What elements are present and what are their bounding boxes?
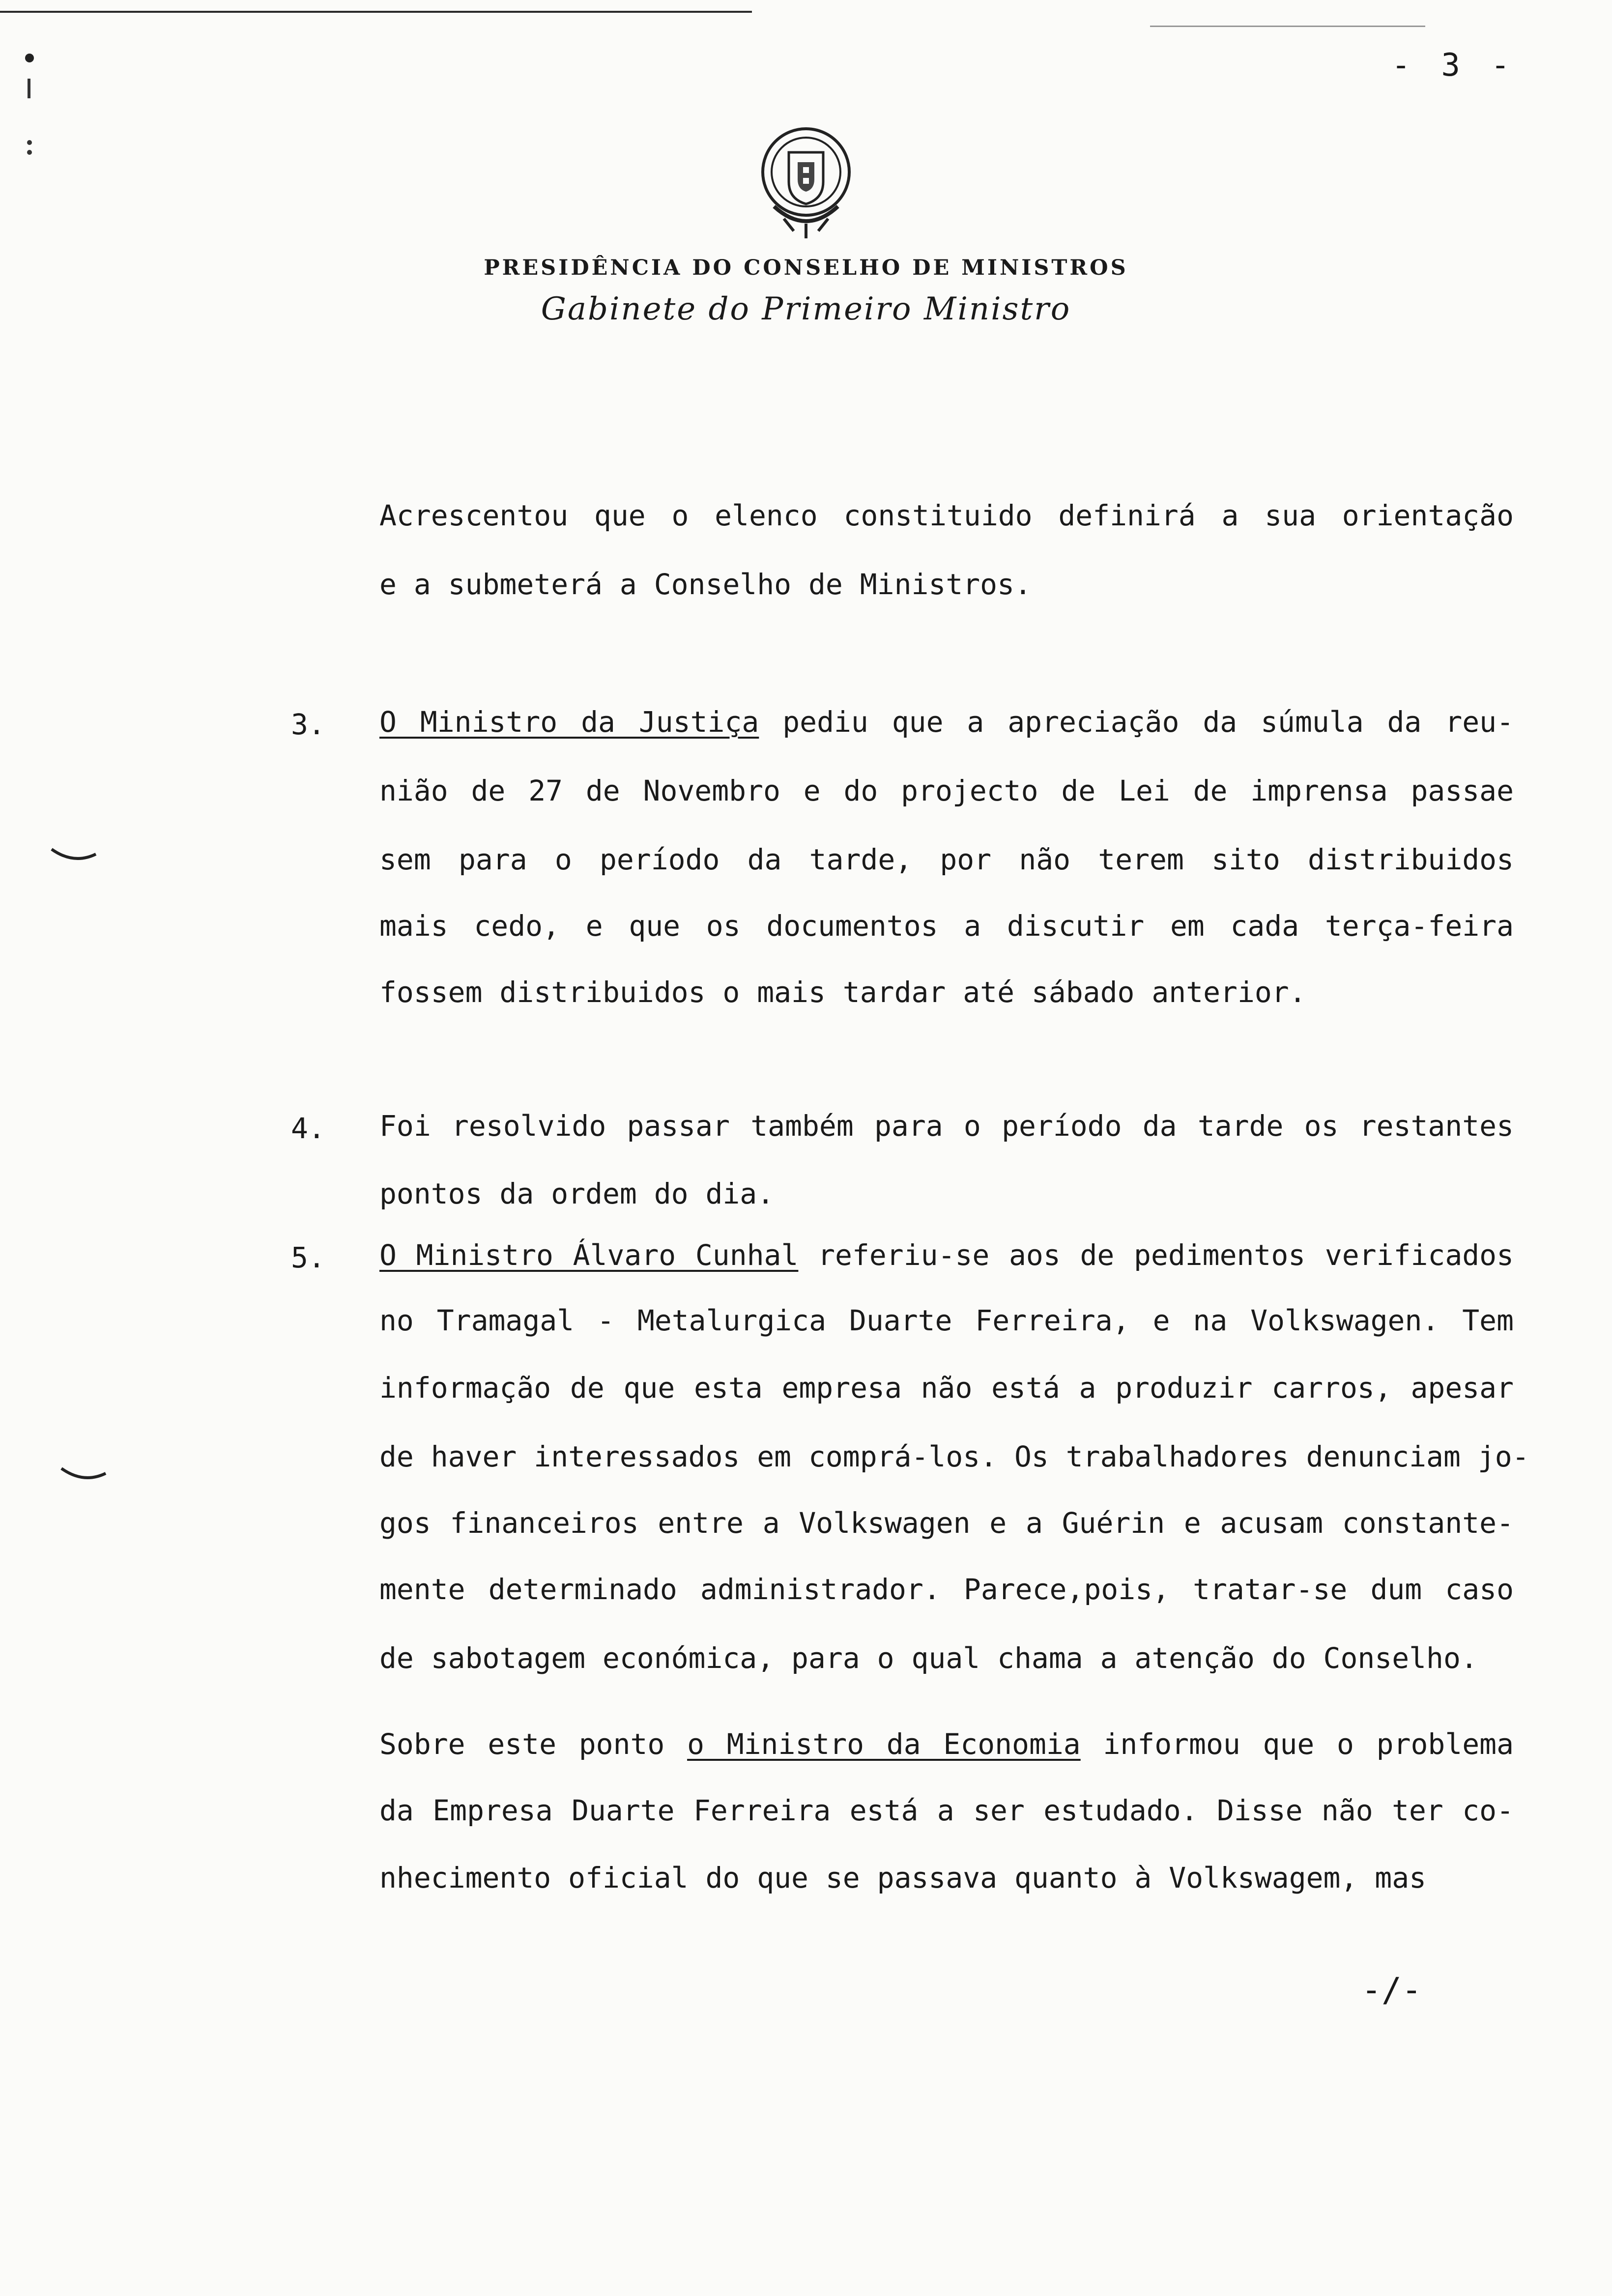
item5-line-1-text: referiu-se aos de pedimentos verificados <box>798 1238 1514 1272</box>
page-number: - 3 - <box>1391 47 1516 84</box>
item-number-5: 5. <box>291 1241 325 1274</box>
item5-line-4: de haver interessados em comprá-los. Os trabalhadores denunciam jo- <box>379 1440 1529 1473</box>
followup-prefix: Sobre este ponto <box>379 1727 688 1761</box>
item5-line-1 <box>379 1238 1514 1272</box>
item3-line-3: sem para o período da tarde, por não terem sito distribuidos <box>379 843 1514 876</box>
office-name: Gabinete do Primeiro Ministro <box>541 291 1071 327</box>
item5-line-3: informação de que esta empresa não está a produzir carros, apesar <box>379 1371 1514 1405</box>
item4-line-2: pontos da ordem do dia. <box>379 1177 775 1210</box>
continuation-mark: -/- <box>1361 1971 1422 2009</box>
item-number-3: 3. <box>291 708 325 741</box>
item5-followup-line-3: nhecimento oficial do que se passava quanto à Volkswagem, mas <box>379 1861 1427 1894</box>
speaker-alvaro-cunhal: O Ministro Álvaro Cunhal <box>379 1238 799 1272</box>
item5-line-7: de sabotagem económica, para o qual chama a atenção do Conselho. <box>379 1641 1478 1675</box>
item5-followup-line-2: da Empresa Duarte Ferreira está a ser estudado. Disse não ter co- <box>379 1794 1514 1827</box>
speaker-economia: o Ministro da Economia <box>687 1727 1081 1761</box>
item5-line-6: mente determinado administrador. Parece,pois, tratar-se dum caso <box>379 1573 1514 1606</box>
item5-followup-line-1 <box>379 1727 1514 1761</box>
intro-line-2: e a submeterá a Conselho de Ministros. <box>379 568 1032 601</box>
item3-line-5: fossem distribuidos o mais tardar até sábado anterior. <box>379 976 1306 1009</box>
followup-line-1-text: informou que o problema <box>1080 1727 1514 1761</box>
organization-name: PRESIDÊNCIA DO CONSELHO DE MINISTROS <box>484 256 1128 280</box>
item3-line-1 <box>379 705 1514 739</box>
speaker-justica: O Ministro da Justiça <box>379 705 759 739</box>
intro-line-1: Acrescentou que o elenco constituido definirá a sua orientação <box>379 499 1514 532</box>
item3-line-1-text: pediu que a apreciação da súmula da reu- <box>759 705 1514 739</box>
item5-line-2: no Tramagal - Metalurgica Duarte Ferreira, e na Volkswagen. Tem <box>379 1304 1514 1337</box>
item5-line-5: gos financeiros entre a Volkswagen e a Guérin e acusam constante- <box>379 1506 1514 1540</box>
letterhead <box>0 118 1612 327</box>
top-edge-rule <box>0 11 752 13</box>
item3-line-2: nião de 27 de Novembro e do projecto de Lei de imprensa passae <box>379 774 1514 807</box>
margin-fold-mark <box>59 1464 108 1484</box>
item4-line-1: Foi resolvido passar também para o período da tarde os restantes <box>379 1109 1514 1143</box>
coat-of-arms-emblem <box>754 118 858 246</box>
margin-fold-mark <box>49 845 98 865</box>
item-number-4: 4. <box>291 1112 325 1145</box>
top-edge-rule-right <box>1150 26 1425 27</box>
item3-line-4: mais cedo, e que os documentos a discutir em cada terça-feira <box>379 909 1514 943</box>
